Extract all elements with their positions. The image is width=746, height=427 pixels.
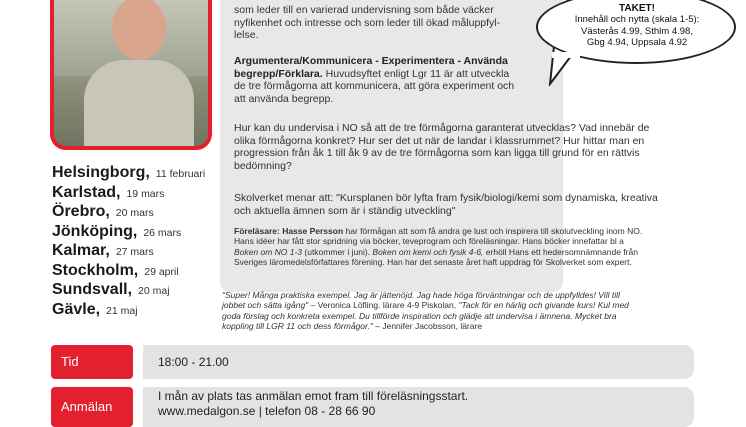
city-name: Karlstad, [52,183,121,201]
city-list [52,164,205,320]
city-name: Kalmar, [52,242,110,259]
city-name: Stockholm, [52,261,139,279]
city-item [52,184,205,204]
city-name: Jönköping, [52,222,138,240]
argument-bold: begrepp/Förklara. [234,67,323,80]
intro-line: som leder till en varierad undervisning som både väcker [234,4,494,16]
rating-scores-1: Västerås 4.99, Sthlm 4.98, [581,25,693,37]
city-date: 19 mars [126,187,165,200]
skolverket-line: Skolverket menar att: "Kursplanen bör lyfta fram fysik/biologi/kemi som dynamiska, kreativa [234,192,658,204]
question-line: bedömning? [234,159,292,172]
question-line: Hur kan du undervisa i NO så att de tre förmågorna garanterat utvecklas? Vad innebär de [234,122,650,134]
registration-contact[interactable]: www.medalgon.se | telefon 08 - 28 66 90 [158,404,376,418]
city-date: 11 februari [155,168,206,180]
argument-line: att använda begrepp. [234,92,334,105]
city-item [52,223,205,243]
intro-line: nyfikenhet och intresse och som leder till ökad måluppfyl- [234,16,501,29]
city-item [52,301,205,321]
time-label: Tid [51,345,133,379]
question-line: olika förmågorna konkret? Hur ser det ut när de landar i klassrummet? Hur hittar man en [234,134,645,147]
presenter-text: erhöll Hans ett hedersomnämnande från [483,246,638,257]
registration-label: Anmälan [51,387,133,427]
rating-scale: Innehåll och nytta (skala 1-5): [574,14,700,26]
city-date: 20 mars [115,207,154,219]
registration-info [143,387,694,427]
quote-author: – Jennifer Jacobsson, lärare [372,321,483,332]
quote-text: koppling till LGR 11 och dess förmågor." [222,321,373,332]
question-paragraph [234,122,689,172]
rating-text [544,3,730,48]
city-date: 29 april [144,265,179,278]
skolverket-line: och aktuella ämnen som är i ständig utveckling" [234,204,456,217]
quote-author: – Veronica Löfling. lärare 4-9 Piskolan, [308,300,459,311]
city-name: Helsingborg, [52,164,150,181]
city-date: 21 maj [106,304,138,317]
book-title: Boken om kemi och fysik 4-6, [372,246,484,257]
city-item [52,281,205,301]
time-value: 18:00 - 21.00 [143,345,694,379]
skolverket-paragraph [234,192,689,217]
rating-scores-2: Gbg 4.94, Uppsala 4.92 [586,36,688,48]
presenter-line: Sveriges läromedelsförfattares förening. Han har det senaste året haft uppdrag för Skolverket som expert. [234,257,632,268]
presenter-text: (utkommer i juni). [302,246,373,257]
city-date: 26 mars [143,226,182,239]
intro-paragraph [234,4,544,42]
quote-text: "Tack för en härlig och givande kurs! Kul med [458,300,629,311]
testimonial-quotes [222,290,702,332]
presenter-label: Föreläsare: Hasse Persson [234,226,344,236]
city-item [52,164,205,184]
city-date: 20 maj [138,285,170,297]
city-name: Gävle, [52,300,101,318]
presenter-text: har förmågan att som få andra ge lust och inspirera till skolutveckling inom NO. [343,226,643,236]
intro-line: lelse. [234,29,259,41]
rating-heading: TAKET! [619,3,655,14]
city-item [52,262,205,282]
quote-text: jobbet och sätta igång" [222,300,309,311]
city-item [52,242,205,262]
argument-paragraph [234,55,564,105]
photo-body [84,60,194,150]
quote-line: goda förslag och konkreta exempel. Du tillförde inspiration och glädje att undervisa i ämnena. Mycket bra [222,310,617,321]
book-title: Boken om NO 1-3 [234,246,303,257]
registration-text: I mån av plats tas anmälan emot fram till föreläsningsstart. [158,389,469,403]
presenter-paragraph [234,226,664,268]
argument-bold: Argumentera/Kommunicera - Experimentera - Använda [234,55,508,67]
question-line: progression från åk 1 till åk 9 av de tre förmågorna som kan ligga till grund för en rättvis [234,147,640,159]
presenter-photo [50,0,212,150]
city-name: Örebro, [52,203,110,220]
argument-text: Huvudsyftet enligt Lgr 11 är att utveckla [322,67,510,80]
quote-line: "Super! Många praktiska exempel. Jag är jättenöjd. Jag hade höga förväntningar och de uppfylldes! Vill till [222,290,620,300]
city-date: 27 mars [115,246,154,258]
presenter-line: Hans idéer har fått stor spridning via böcker, teveprogram och föreläsningar. Hans böcker innefattar bl a [234,236,624,247]
argument-line: de tre förmågorna att kommunicera, att göra experiment och [234,80,515,92]
city-item [52,203,205,223]
city-name: Sundsvall, [52,281,133,298]
